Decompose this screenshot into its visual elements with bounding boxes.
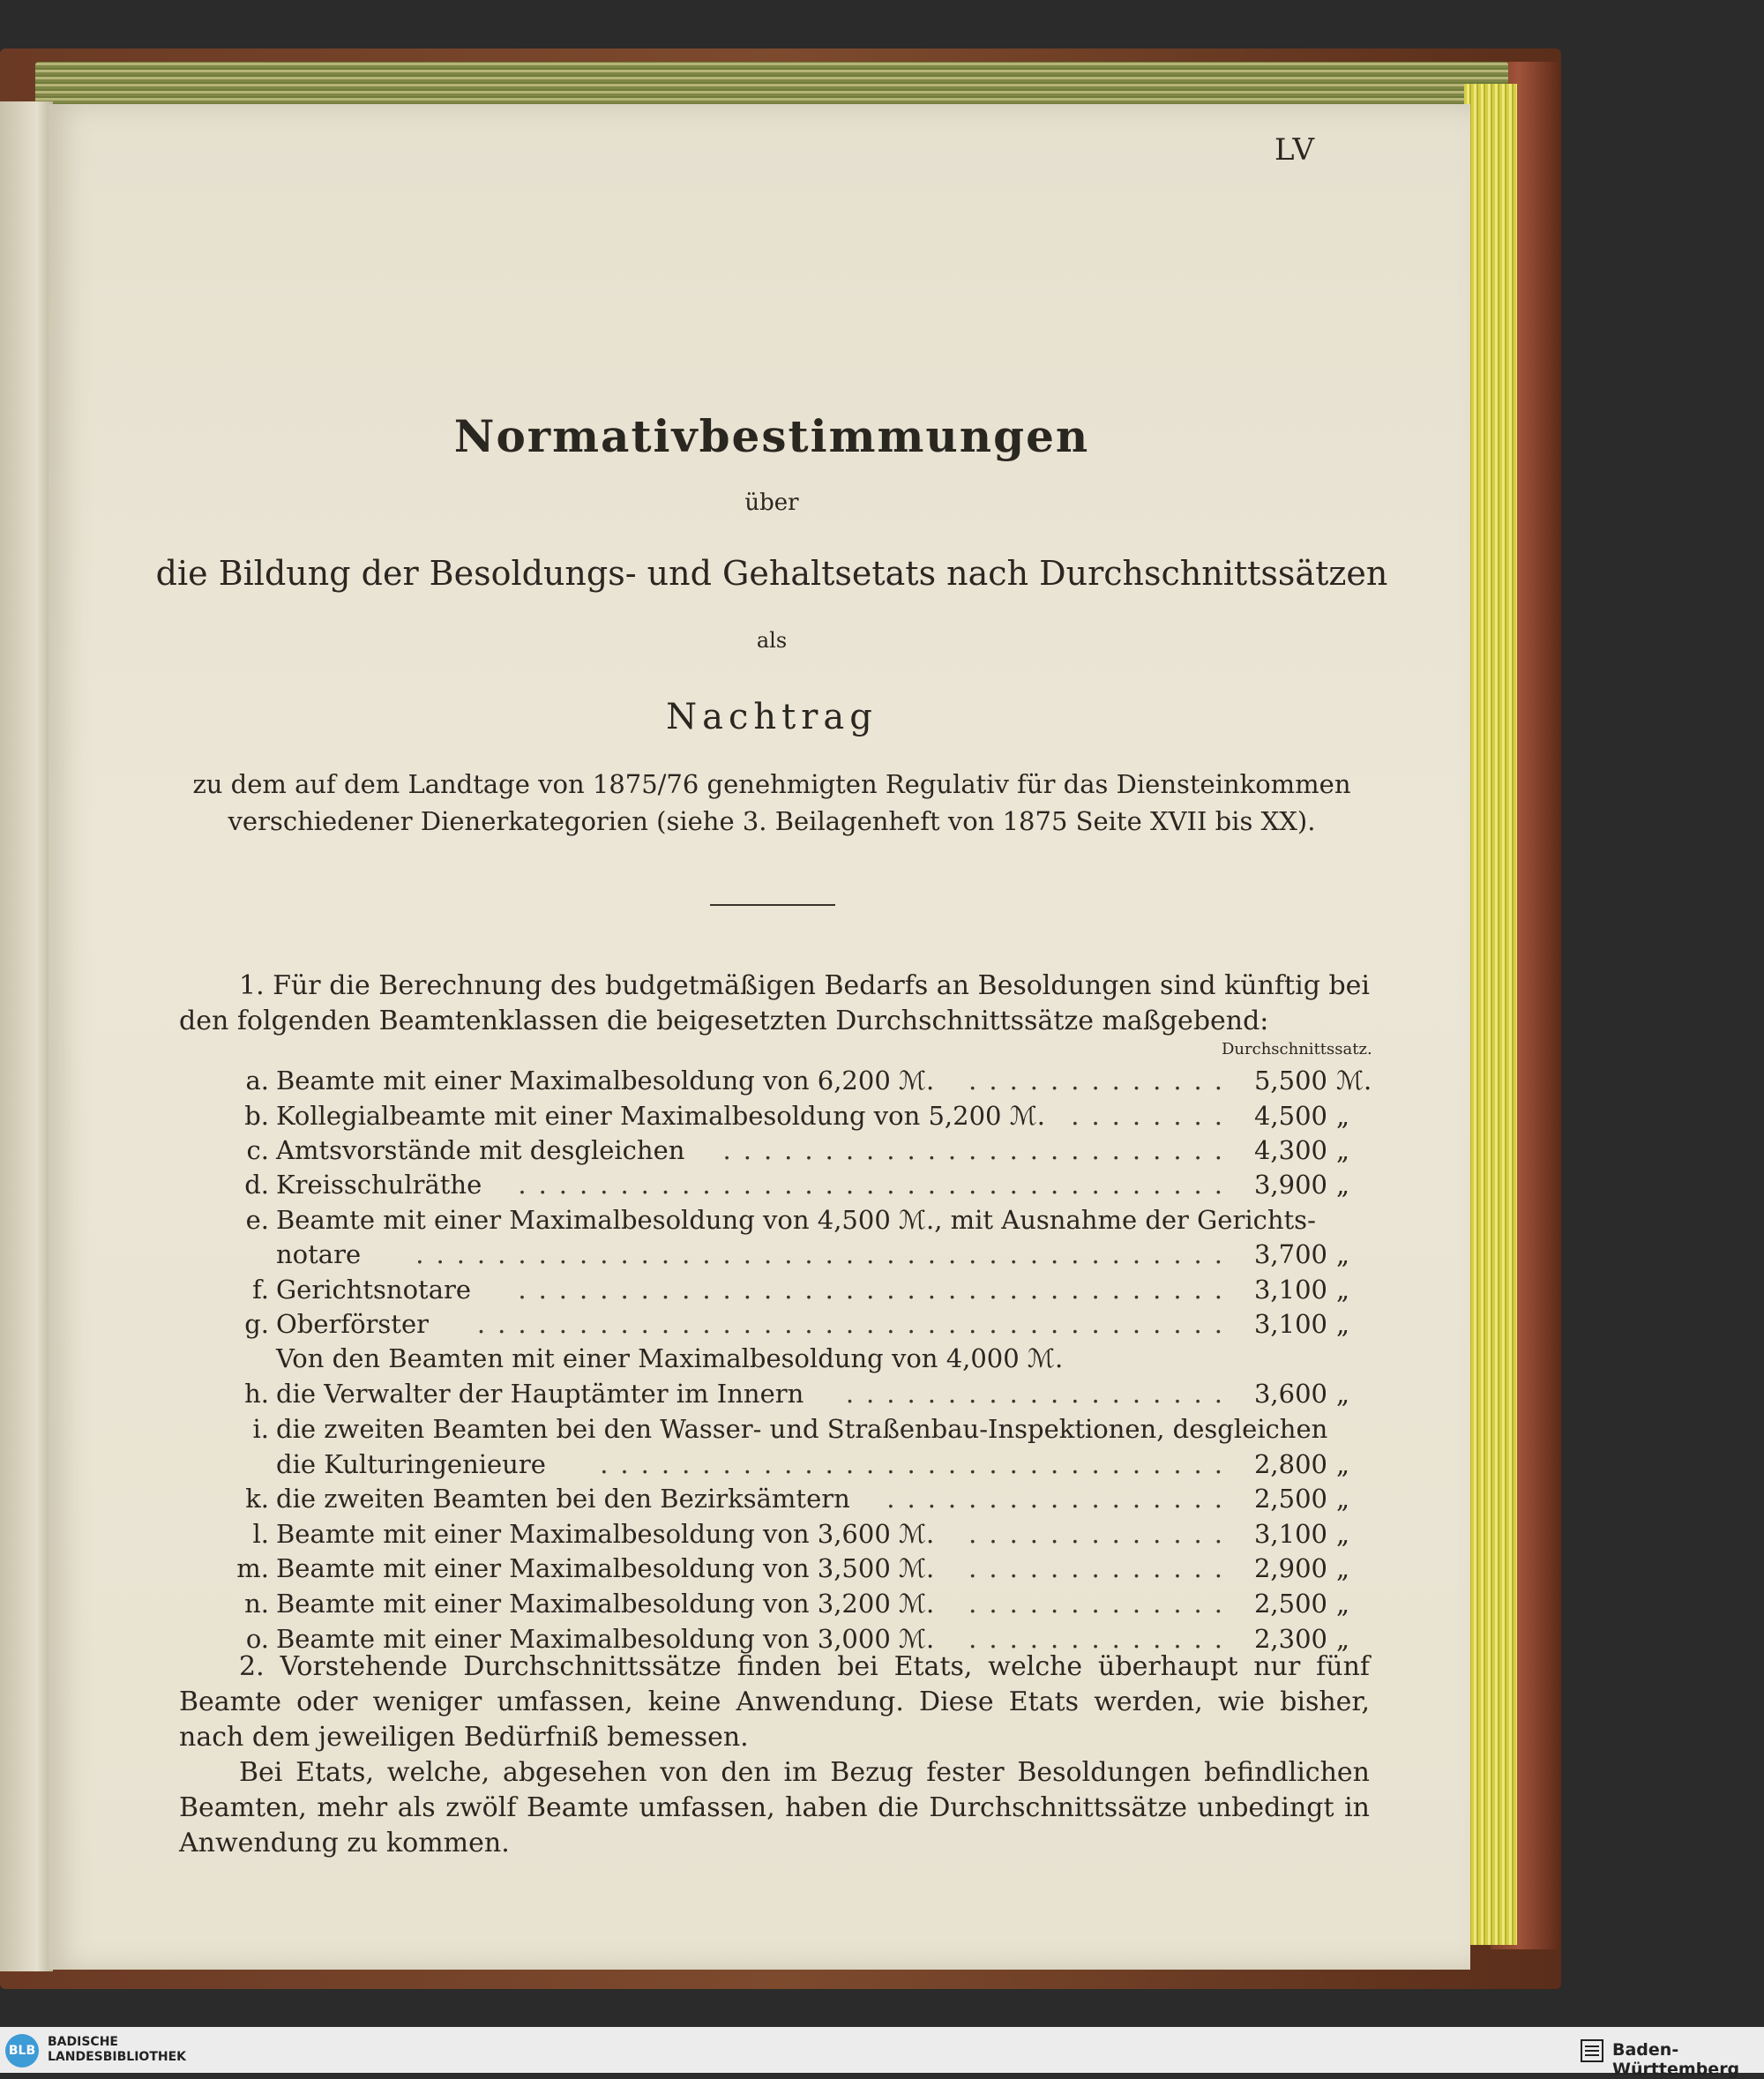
rate-row — [234, 1481, 1372, 1516]
rate-row-text: Von den Beamten mit einer Maximalbesoldung von 4,000 ℳ. — [276, 1343, 1064, 1373]
rate-row-text: Oberförster — [276, 1309, 429, 1339]
rate-row-value: 3,100 — [1253, 1309, 1327, 1339]
rate-row-value: 2,300 — [1253, 1624, 1327, 1654]
rate-row-unit: „ — [1336, 1135, 1350, 1165]
rate-row-value: 3,900 — [1253, 1170, 1327, 1200]
leader-dots: ............. — [968, 1553, 1235, 1583]
rate-row-label: h. — [244, 1379, 269, 1409]
rate-row-value: 3,700 — [1253, 1239, 1327, 1269]
rate-row-unit: „ — [1336, 1239, 1350, 1269]
rate-row-label: i. — [252, 1414, 269, 1444]
title-connector-uber: über — [744, 490, 799, 516]
rate-row — [234, 1237, 1372, 1272]
rate-row-label: m. — [236, 1553, 269, 1583]
rate-row-text: Kreisschulräthe — [276, 1170, 482, 1200]
rate-row-label: c. — [246, 1135, 269, 1165]
rate-row-unit: „ — [1336, 1170, 1350, 1200]
rate-row-text: Kollegialbeamte mit einer Maximalbesoldung von 5,200 ℳ. — [276, 1101, 1045, 1131]
blb-logo-icon: BLB — [5, 2034, 39, 2068]
rate-row-text: die Verwalter der Hauptämter im Innern — [276, 1379, 804, 1409]
paragraph-2: 2. Vorstehende Durchschnittssätze finden bei Etats, welche überhaupt nur fünf Beamte oder weniger umfassen, keine Anwendung. Diese Etats werden, wie bisher, nach dem jeweiligen Bedürfniß bemessen. — [179, 1651, 1370, 1753]
rate-row — [234, 1306, 1372, 1342]
state-name: Baden-Württemberg — [1612, 2040, 1740, 2079]
rate-row-text: Amtsvorstände mit desgleichen — [276, 1135, 685, 1165]
page-content — [49, 0, 1470, 2027]
rate-row-value: 2,900 — [1253, 1553, 1327, 1583]
leader-dots: ............. — [968, 1066, 1235, 1096]
document-subtitle: die Bildung der Besoldungs- und Gehaltsetats nach Durchschnittssätzen — [155, 554, 1388, 593]
rate-row-text: Beamte mit einer Maximalbesoldung von 3,600 ℳ. — [276, 1519, 935, 1549]
rate-row — [234, 1063, 1372, 1098]
rate-row — [234, 1516, 1372, 1552]
rate-row-label: g. — [244, 1309, 269, 1339]
rate-row-unit: ℳ. — [1336, 1066, 1372, 1096]
leader-dots: ..................................... — [476, 1309, 1235, 1339]
rate-row-text: Beamte mit einer Maximalbesoldung von 3,000 ℳ. — [276, 1624, 935, 1654]
rate-row-text: die zweiten Beamten bei den Wasser- und Straßenbau-Inspektionen, desgleichen — [276, 1414, 1328, 1444]
rate-row — [234, 1133, 1372, 1168]
rate-row-value: 3,100 — [1253, 1275, 1327, 1305]
rate-row-text: die Kulturingenieure — [276, 1449, 546, 1479]
rate-row — [234, 1341, 1372, 1376]
baden-wuerttemberg-lion-icon — [1579, 2038, 1605, 2064]
rate-row-label: o. — [245, 1624, 269, 1654]
rate-row-label: a. — [245, 1066, 269, 1096]
leader-dots: ............. — [968, 1624, 1235, 1654]
rate-row-value: 4,500 — [1253, 1101, 1327, 1131]
rate-row — [234, 1167, 1372, 1202]
rate-row-label: e. — [245, 1205, 269, 1235]
document-title: Normativbestimmungen — [453, 410, 1090, 462]
rate-row-text: die zweiten Beamten bei den Bezirksämtern — [276, 1484, 850, 1514]
left-page-edge — [0, 101, 53, 1971]
rate-row — [234, 1376, 1372, 1411]
rate-row-label: b. — [244, 1101, 269, 1131]
reference-line-1: zu dem auf dem Landtage von 1875/76 genehmigten Regulativ für das Diensteinkommen — [192, 769, 1351, 799]
rate-row-unit: „ — [1336, 1379, 1350, 1409]
rate-row-unit: „ — [1336, 1553, 1350, 1583]
rate-row-label: n. — [244, 1589, 269, 1619]
rate-row-value: 2,500 — [1253, 1484, 1327, 1514]
rate-row-label: k. — [245, 1484, 269, 1514]
rate-row-text: Beamte mit einer Maximalbesoldung von 3,200 ℳ. — [276, 1589, 935, 1619]
page-stack-right — [1464, 84, 1517, 1945]
rate-row — [234, 1586, 1372, 1621]
rate-row — [234, 1098, 1372, 1133]
rate-row-unit: „ — [1336, 1589, 1350, 1619]
rate-row-text: Gerichtsnotare — [276, 1275, 472, 1305]
rate-row — [234, 1551, 1372, 1586]
rate-row-text: Beamte mit einer Maximalbesoldung von 6,200 ℳ. — [276, 1066, 935, 1096]
rate-row-label: l. — [252, 1519, 269, 1549]
library-name — [48, 2035, 186, 2065]
leader-dots: ................................... — [518, 1275, 1235, 1305]
title-connector-als: als — [756, 628, 788, 653]
paragraph-3: Bei Etats, welche, abgesehen von den im Bezug fester Besoldungen befindlichen Beamten, mehr als zwölf Beamte umfassen, haben die Durchschnittssätze unbedingt in Anwendung zu kommen. — [179, 1757, 1370, 1858]
reference-line-2: verschiedener Dienerkategorien (siehe 3. Beilagenheft von 1875 Seite XVII bis XX). — [228, 806, 1316, 836]
library-name-line-1: BADISCHE — [48, 2035, 118, 2049]
rate-row — [234, 1272, 1372, 1307]
rate-row-unit: „ — [1336, 1519, 1350, 1549]
rate-row — [234, 1411, 1372, 1447]
leader-dots: ........ — [1071, 1101, 1235, 1131]
leader-dots: ................... — [845, 1379, 1235, 1409]
leader-dots: ............................... — [600, 1449, 1235, 1479]
paragraph-1: 1. Für die Berechnung des budgetmäßigen Bedarfs an Besoldungen sind künftig bei den folgenden Beamtenklassen die beigesetzten Durchschnittssätze maßgebend: — [179, 970, 1370, 1036]
rate-row — [234, 1202, 1372, 1238]
leader-dots: ......................... — [722, 1135, 1235, 1165]
footer-bar — [0, 2027, 1764, 2079]
page-number: LV — [1274, 132, 1317, 168]
rate-row-unit: „ — [1336, 1624, 1350, 1654]
library-name-line-2: LANDESBIBLIOTHEK — [48, 2050, 187, 2064]
rate-row-unit: „ — [1336, 1484, 1350, 1514]
column-header: Durchschnittssatz. — [1222, 1040, 1372, 1058]
rate-row-label: f. — [252, 1275, 269, 1305]
rate-row-text: Beamte mit einer Maximalbesoldung von 4,500 ℳ., mit Ausnahme der Gerichts- — [276, 1205, 1316, 1235]
rate-row-value: 2,800 — [1253, 1449, 1327, 1479]
nachtrag-heading: Nachtrag — [666, 697, 878, 737]
rate-row-unit: „ — [1336, 1101, 1350, 1131]
leader-dots: ................................... — [518, 1170, 1235, 1200]
rate-row-value: 4,300 — [1253, 1135, 1327, 1165]
rate-row-unit: „ — [1336, 1449, 1350, 1479]
rate-row-value: 3,100 — [1253, 1519, 1327, 1549]
rate-row-unit: „ — [1336, 1309, 1350, 1339]
rate-row-unit: „ — [1336, 1275, 1350, 1305]
rate-row-text: Beamte mit einer Maximalbesoldung von 3,500 ℳ. — [276, 1553, 935, 1583]
rate-row-value: 3,600 — [1253, 1379, 1327, 1409]
rate-row-label: d. — [244, 1170, 269, 1200]
rate-row — [234, 1447, 1372, 1482]
rate-row-text: notare — [276, 1239, 362, 1269]
leader-dots: ........................................ — [415, 1239, 1235, 1269]
section-divider — [710, 904, 835, 906]
leader-dots: ............. — [968, 1589, 1235, 1619]
leader-dots: ............. — [968, 1519, 1235, 1549]
rate-row-value: 2,500 — [1253, 1589, 1327, 1619]
rate-row-value: 5,500 — [1253, 1066, 1327, 1096]
leader-dots: ................. — [886, 1484, 1235, 1514]
